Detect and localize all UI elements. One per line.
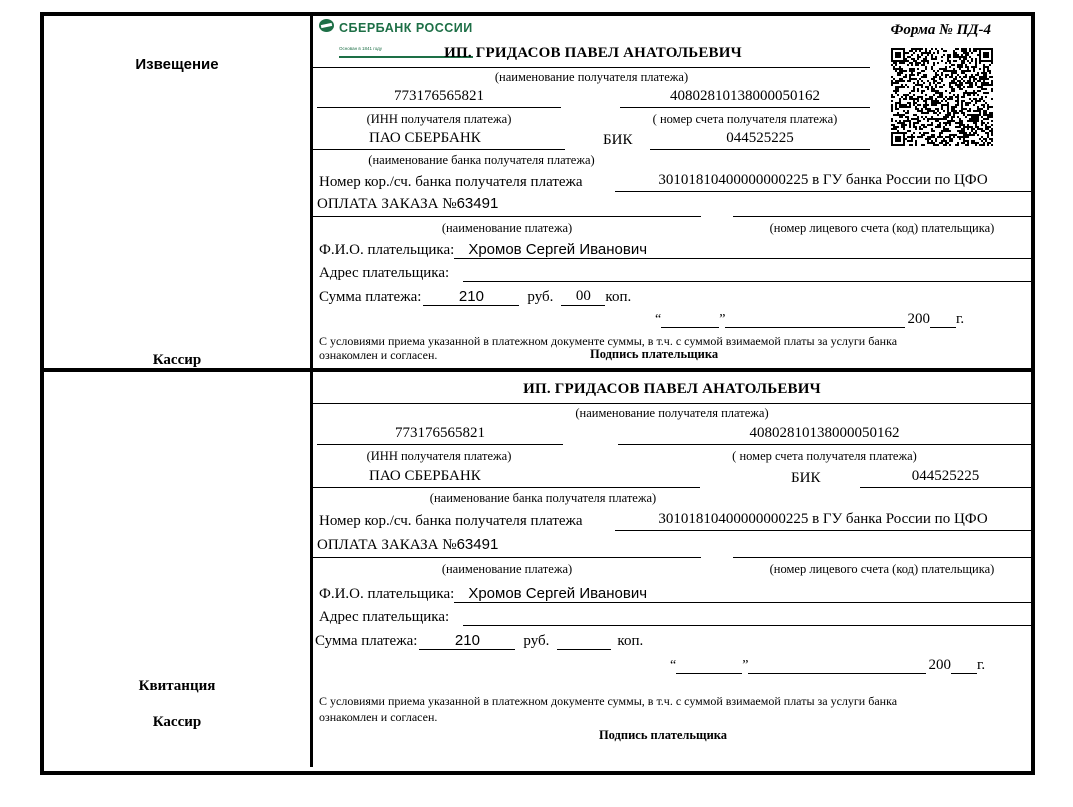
amount-kop-field xyxy=(557,649,611,650)
qr-code xyxy=(891,48,993,146)
personal-account-caption: (номер лицевого счета (код) плательщика) xyxy=(769,562,995,576)
recipient-name-caption: (наименование получателя платежа) xyxy=(494,70,689,84)
account-caption: ( номер счета получателя платежа) xyxy=(652,112,838,126)
amount-rub-field: 210 xyxy=(419,632,515,650)
agreement-text-line2: ознакомлен и согласен. xyxy=(319,348,438,362)
date-quote-close: ” xyxy=(719,312,726,327)
payment-name-caption: (наименование платежа) xyxy=(441,221,573,235)
inn-caption: (ИНН получателя платежа) xyxy=(366,112,512,126)
header-rule xyxy=(313,67,870,68)
receipt-title: Квитанция xyxy=(138,678,216,694)
form-number-label: Форма № ПД-4 xyxy=(890,22,991,38)
payment-name-prefix: ОПЛАТА ЗАКАЗА № xyxy=(317,196,457,212)
date-day-field xyxy=(676,673,742,674)
notice-content xyxy=(310,16,1031,368)
agreement-text-line1: С условиями приема указанной в платежном документе суммы, в т.ч. с суммой взимаемой платы за услуги банка xyxy=(319,334,898,348)
kop-caption: коп. xyxy=(617,633,644,649)
amount-caption: Сумма платежа: xyxy=(315,633,418,649)
corr-account-caption: Номер кор./сч. банка получателя платежа xyxy=(319,513,583,529)
bank-name-caption: (наименование банка получателя платежа) xyxy=(429,491,657,505)
payer-address-field xyxy=(463,625,1031,626)
agreement-text-line1: С условиями приема указанной в платежном документе суммы, в т.ч. с суммой взимаемой платы за услуги банка xyxy=(319,694,898,708)
recipient-name: ИП. ГРИДАСОВ ПАВЕЛ АНАТОЛЬЕВИЧ xyxy=(523,381,821,397)
payer-fio-field: Хромов Сергей Иванович xyxy=(454,241,1031,259)
corr-account-field: 30101810400000000225 в ГУ банка России по ЦФО xyxy=(615,172,1031,192)
payment-name-field xyxy=(313,196,498,212)
year-suffix: г. xyxy=(976,657,986,673)
receipt-content xyxy=(310,372,1031,767)
sberbank-logo-text: СБЕРБАНК РОССИИ xyxy=(339,21,473,35)
bank-name-field: ПАО СБЕРБАНК xyxy=(313,130,565,150)
agreement-text-line2: ознакомлен и согласен. xyxy=(319,710,438,724)
payment-name-field xyxy=(313,537,498,553)
date-day-field xyxy=(661,327,719,328)
account-field: 40802810138000050162 xyxy=(620,88,870,108)
sberbank-emblem-icon xyxy=(319,19,334,32)
personal-account-caption: (номер лицевого счета (код) плательщика) xyxy=(769,221,995,235)
recipient-name: ИП. ГРИДАСОВ ПАВЕЛ АНАТОЛЬЕВИЧ xyxy=(444,45,742,61)
account-caption: ( номер счета получателя платежа) xyxy=(732,449,917,463)
inn-caption: (ИНН получателя платежа) xyxy=(366,449,512,463)
kop-caption: коп. xyxy=(605,289,632,305)
receipt-left-column xyxy=(44,372,310,767)
inn-field: 773176565821 xyxy=(317,88,561,108)
payment-name-prefix: ОПЛАТА ЗАКАЗА № xyxy=(317,537,457,553)
date-month-field xyxy=(725,327,905,328)
bik-caption: БИК xyxy=(603,132,633,148)
bank-name-caption: (наименование банка получателя платежа) xyxy=(368,153,595,167)
year-prefix: 200 xyxy=(907,311,930,327)
notice-title: Извещение xyxy=(135,56,219,73)
personal-account-field xyxy=(733,195,1031,217)
payer-fio-field: Хромов Сергей Иванович xyxy=(454,585,1031,603)
order-number-value: 63491 xyxy=(456,536,499,553)
payer-address-field xyxy=(463,281,1031,282)
payment-document xyxy=(40,12,1035,775)
payer-fio-caption: Ф.И.О. плательщика: xyxy=(319,242,455,258)
corr-account-caption: Номер кор./сч. банка получателя платежа xyxy=(319,174,583,190)
rub-caption: руб. xyxy=(523,633,550,649)
year-prefix: 200 xyxy=(928,657,951,673)
account-field: 40802810138000050162 xyxy=(618,425,1031,445)
recipient-name-caption: (наименование получателя платежа) xyxy=(575,406,769,420)
receipt-section xyxy=(44,372,1031,767)
notice-left-column xyxy=(44,16,310,368)
payer-address-caption: Адрес плательщика: xyxy=(319,265,450,281)
inn-field: 773176565821 xyxy=(317,425,563,445)
date-quote-open: “ xyxy=(655,312,662,327)
cashier-label: Кассир xyxy=(152,352,202,368)
amount-kop-field: 00 xyxy=(561,288,605,306)
payer-signature-label: Подпись плательщика xyxy=(590,347,719,361)
bik-caption: БИК xyxy=(791,470,821,486)
order-number-value: 63491 xyxy=(456,195,499,212)
payer-fio-caption: Ф.И.О. плательщика: xyxy=(319,586,455,602)
amount-rub-field: 210 xyxy=(423,288,519,306)
notice-section xyxy=(44,16,1031,372)
bank-name-field: ПАО СБЕРБАНК xyxy=(313,468,700,488)
payer-signature-label: Подпись плательщика xyxy=(598,728,728,742)
header-rule xyxy=(313,403,1031,404)
payment-name-caption: (наименование платежа) xyxy=(441,562,573,576)
cashier-label: Кассир xyxy=(152,714,202,730)
sberbank-logo-tagline: Основан в 1841 году xyxy=(339,46,383,51)
date-year-field xyxy=(951,673,977,674)
date-quote-open: “ xyxy=(670,658,677,673)
corr-account-field: 30101810400000000225 в ГУ банка России по ЦФО xyxy=(615,511,1031,531)
bik-field: 044525225 xyxy=(650,130,870,150)
amount-caption: Сумма платежа: xyxy=(319,289,422,305)
date-month-field xyxy=(748,673,926,674)
date-year-field xyxy=(930,327,956,328)
personal-account-field xyxy=(733,536,1031,558)
rub-caption: руб. xyxy=(527,289,554,305)
payer-address-caption: Адрес плательщика: xyxy=(319,609,450,625)
year-suffix: г. xyxy=(955,311,965,327)
bik-field: 044525225 xyxy=(860,468,1031,488)
date-quote-close: ” xyxy=(742,658,749,673)
